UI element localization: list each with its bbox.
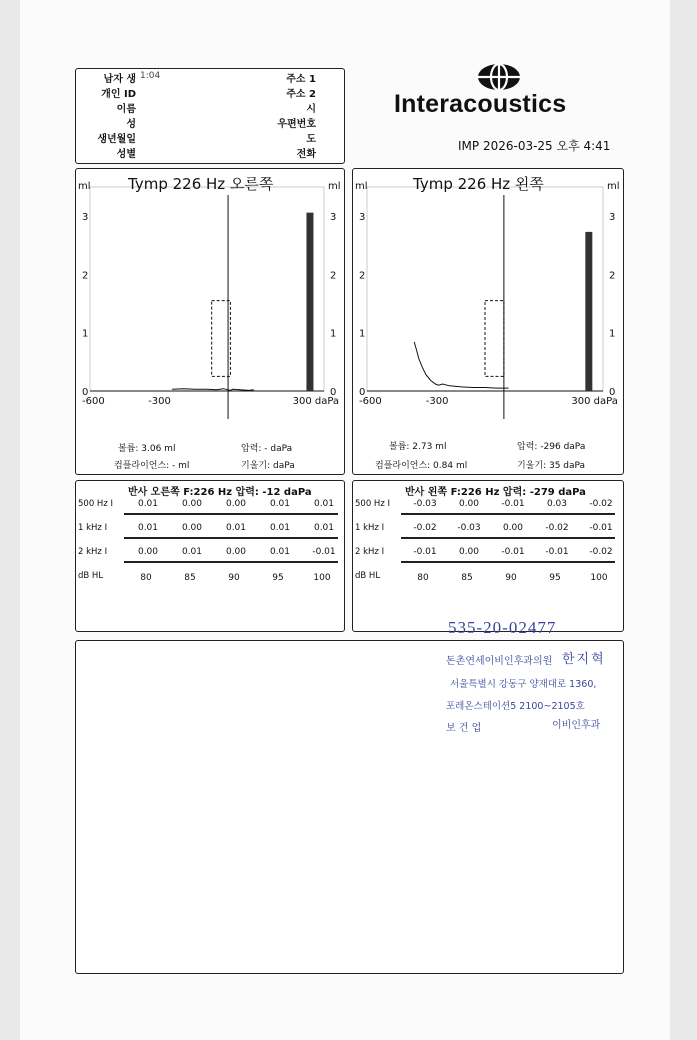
y-tick-label: 1 xyxy=(359,328,366,340)
reflex-value: -0.02 xyxy=(413,523,437,533)
tymp-right-volume: 볼륨: 3.06 ml xyxy=(118,444,176,454)
reflex-value: 0.01 xyxy=(269,547,291,557)
reflex-value: 0.01 xyxy=(225,523,247,533)
brand-name: Interacoustics xyxy=(394,90,567,118)
tymp-left-gradient: 기울기: 35 daPa xyxy=(517,461,586,471)
reflex-trace xyxy=(401,537,615,539)
tymp-right-gradient: 기울기: daPa xyxy=(241,461,295,471)
reflex-row-label: 500 Hz I xyxy=(78,499,113,509)
reflex-row-label: 1 kHz I xyxy=(78,523,108,533)
reflex-value: 0.01 xyxy=(313,523,335,533)
reflex-value: -0.01 xyxy=(312,547,336,557)
y-tick-label: 0 xyxy=(330,387,337,398)
reflex-value: 0.00 xyxy=(225,499,247,509)
reflex-row-label: 1 kHz I xyxy=(355,523,385,533)
reflex-footer-label: dB HL xyxy=(355,571,381,581)
reflex-row-label: 2 kHz I xyxy=(355,547,385,557)
reflex-value: 0.00 xyxy=(458,547,480,557)
reflex-level: 85 xyxy=(184,573,196,583)
y-unit-label: ml xyxy=(355,181,368,192)
reflex-trace xyxy=(124,513,338,515)
plot-area xyxy=(90,187,324,391)
patient-right-label: 주소 2 xyxy=(286,89,316,100)
y-unit-label: ml xyxy=(78,181,91,192)
patient-label: 생년월일 xyxy=(97,134,136,145)
y-tick-label: 0 xyxy=(82,387,89,398)
reflex-level: 100 xyxy=(313,573,331,583)
ear-volume-bar xyxy=(306,213,313,391)
reflex-value: 0.01 xyxy=(269,523,291,533)
reflex-right-panel xyxy=(75,480,345,632)
reflex-row-label: 2 kHz I xyxy=(78,547,108,557)
reflex-trace xyxy=(124,537,338,539)
patient-label: 개인 ID xyxy=(101,89,136,100)
x-tick-label: 300 daPa xyxy=(571,396,618,407)
reflex-value: 0.03 xyxy=(546,499,568,509)
reflex-row-label: 500 Hz I xyxy=(355,499,390,509)
stamp-building: 포레온스테이션5 2100~2105호 xyxy=(446,701,585,712)
reflex-value: 0.00 xyxy=(225,547,247,557)
reflex-value: -0.02 xyxy=(545,523,569,533)
reflex-value: 0.01 xyxy=(137,499,159,509)
reflex-value: 0.00 xyxy=(181,523,203,533)
tymp-right-title: Tymp 226 Hz 오른쪽 xyxy=(128,175,274,193)
reflex-value: -0.01 xyxy=(501,499,525,509)
y-tick-label: 2 xyxy=(609,270,616,282)
reflex-value: -0.01 xyxy=(413,547,437,557)
y-tick-label: 3 xyxy=(359,212,366,224)
stamp-doctor: 한지혁 xyxy=(562,652,606,667)
reflex-value: 0.00 xyxy=(181,499,203,509)
clinic-stamp xyxy=(440,618,630,748)
x-tick-label: -300 xyxy=(425,396,449,407)
tymp-left-volume: 볼륨: 2.73 ml xyxy=(389,442,447,452)
y-tick-label: 3 xyxy=(609,212,616,224)
reflex-value: -0.03 xyxy=(413,499,437,509)
reflex-level: 80 xyxy=(140,573,152,583)
reflex-trace xyxy=(401,561,615,563)
reflex-value: -0.02 xyxy=(589,499,613,509)
stamp-number: 535-20-02477 xyxy=(448,618,557,637)
patient-label: 남자 생 xyxy=(103,74,136,85)
tymp-right-chart xyxy=(76,169,344,474)
tymp-right-pressure: 압력: - daPa xyxy=(241,444,293,454)
y-tick-label: 0 xyxy=(609,387,616,398)
x-tick-label: -300 xyxy=(148,396,171,407)
y-tick-label: 1 xyxy=(82,328,89,340)
y-unit-label-right: ml xyxy=(328,181,341,192)
patient-right-label: 도 xyxy=(306,134,316,145)
patient-right-label: 우편번호 xyxy=(277,119,316,130)
reflex-value: 0.01 xyxy=(137,523,159,533)
x-tick-label: -600 xyxy=(359,396,382,407)
reflex-value: -0.03 xyxy=(457,523,481,533)
patient-right-label: 시 xyxy=(306,104,316,115)
y-tick-label: 0 xyxy=(359,387,366,398)
tymp-left-panel xyxy=(352,168,624,475)
reflex-value: 0.01 xyxy=(269,499,291,509)
reflex-trace xyxy=(401,513,615,515)
patient-right-label: 전화 xyxy=(296,149,316,160)
reflex-value: 0.01 xyxy=(313,499,335,509)
y-tick-label: 1 xyxy=(609,328,616,340)
reflex-footer-label: dB HL xyxy=(78,571,104,581)
reflex-value: 0.01 xyxy=(181,547,203,557)
patient-label: 성별 xyxy=(116,149,136,160)
reflex-value: -0.01 xyxy=(589,523,613,533)
globe-icon xyxy=(476,62,522,92)
reflex-level: 90 xyxy=(505,573,517,583)
reflex-level: 80 xyxy=(417,573,429,583)
reflex-value: 0.00 xyxy=(137,547,159,557)
reflex-level: 100 xyxy=(590,573,608,583)
tymp-left-pressure: 압력: -296 daPa xyxy=(517,442,586,452)
plot-area xyxy=(367,187,603,391)
patient-label: 이름 xyxy=(116,104,136,115)
y-tick-label: 2 xyxy=(330,270,337,282)
reflex-level: 90 xyxy=(228,573,240,583)
reflex-value: 0.00 xyxy=(502,523,524,533)
y-tick-label: 2 xyxy=(359,270,366,282)
x-tick-label: -600 xyxy=(82,396,105,407)
reflex-left-title: 반사 왼쪽 F:226 Hz 압력: -279 daPa xyxy=(405,487,586,498)
test-header: IMP 2026-03-25 오후 4:41 xyxy=(458,139,611,153)
tymp-left-compliance: 컴플라이언스: 0.84 ml xyxy=(375,461,468,471)
reflex-value: 0.00 xyxy=(458,499,480,509)
y-tick-label: 1 xyxy=(330,328,337,340)
brand-logo xyxy=(393,60,609,120)
y-tick-label: 3 xyxy=(330,212,337,224)
reflex-value: -0.02 xyxy=(589,547,613,557)
tymp-left-chart xyxy=(353,169,623,474)
x-tick-label: 300 daPa xyxy=(292,396,340,407)
reflex-value: -0.01 xyxy=(501,547,525,557)
patient-right-label: 주소 1 xyxy=(286,74,316,85)
patient-info-box xyxy=(75,68,345,164)
reflex-left-panel xyxy=(352,480,624,632)
patient-label: 성 xyxy=(126,119,136,130)
stamp-insurance: 보 건 업 xyxy=(446,723,482,734)
y-tick-label: 3 xyxy=(82,212,89,224)
tymp-right-compliance: 컴플라이언스: - ml xyxy=(114,461,190,471)
reflex-trace xyxy=(124,561,338,563)
reflex-value: -0.01 xyxy=(545,547,569,557)
ear-volume-bar xyxy=(585,232,592,391)
stamp-address: 서울특별시 강동구 양재대로 1360, xyxy=(450,679,597,690)
reflex-right-title: 반사 오른쪽 F:226 Hz 압력: -12 daPa xyxy=(128,487,312,498)
reflex-level: 85 xyxy=(461,573,473,583)
y-tick-label: 2 xyxy=(82,270,89,282)
stamp-dept: 이비인후과 xyxy=(552,720,601,731)
reflex-level: 95 xyxy=(549,573,561,583)
y-unit-label-right: ml xyxy=(607,181,620,192)
patient-value: 1:04 xyxy=(140,71,161,81)
stamp-clinic: 돈촌연세이비인후과의원 xyxy=(446,656,553,667)
tymp-right-panel xyxy=(75,168,345,475)
tymp-left-title: Tymp 226 Hz 왼쪽 xyxy=(413,175,544,193)
reflex-level: 95 xyxy=(272,573,284,583)
